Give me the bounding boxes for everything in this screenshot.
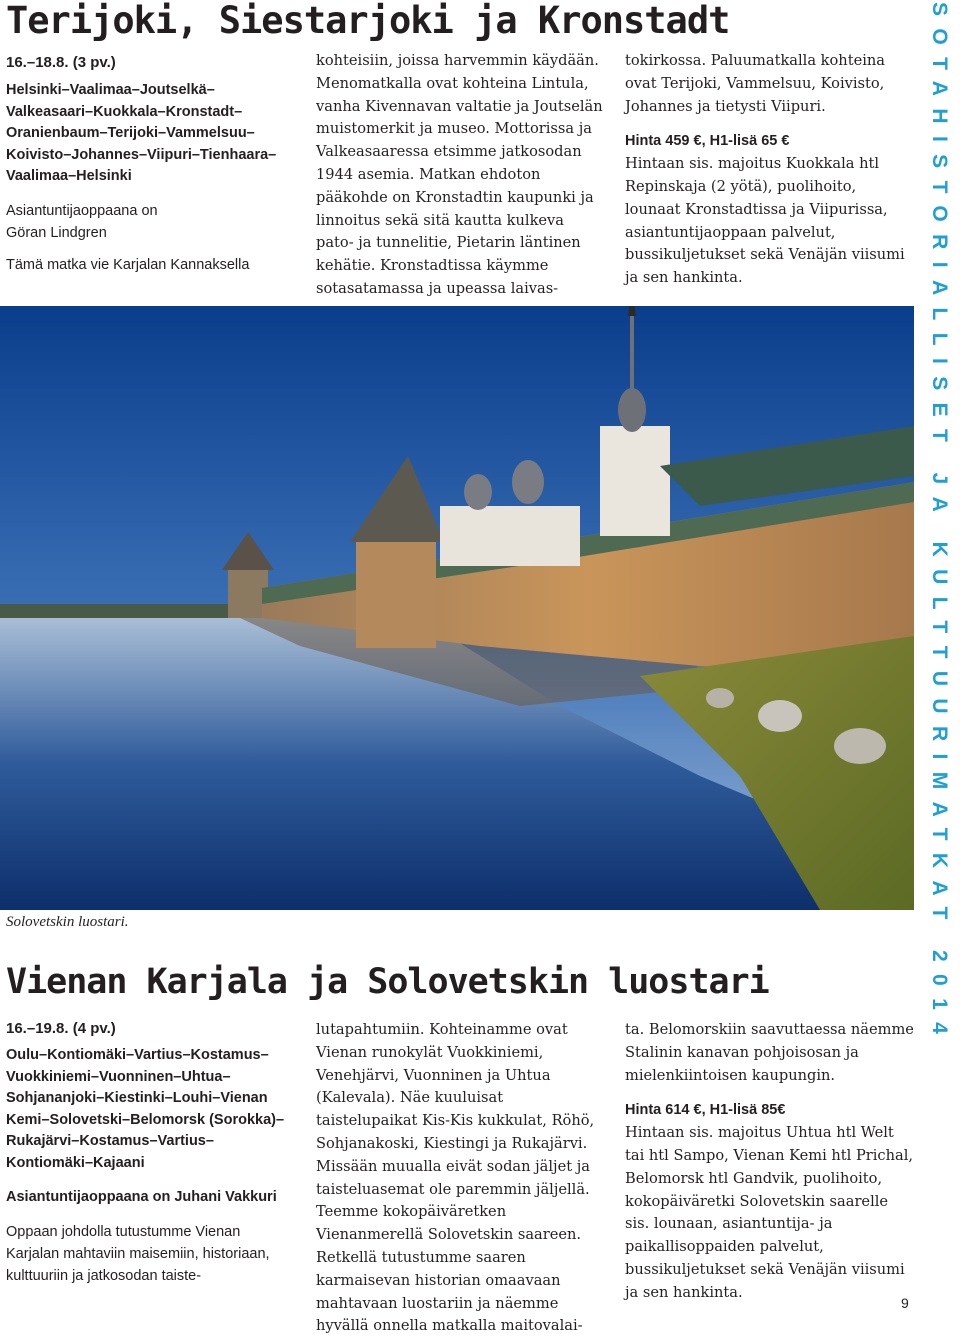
section1-column-3 xyxy=(625,50,915,290)
section2-column-3 xyxy=(625,1019,915,1305)
section2-body-2: lutapahtumiin. Kohteinamme ovat Vienan runokylät Vuokkiniemi, Venehjärvi, Vuonninen ja Uhtua (Kalevala). Näe kuuluisat taistelupaikat Kis-Kis kukkulat, Röhö, Sohjanakoski, Kiestingi ja Rukajärvi. Missään muualla eivät sodan jäljet ja taisteluasemat ole paremmin jäljellä. Teemme kokopäiväretken Vienanmerellä Solovetskin saareen. Retkellä tutustumme saaren karmaisevan historian omaavaan mahtavaan luostariin ja näemme hyvällä onnella matkalla maitovalai- xyxy=(316,1021,595,1335)
section2-dates: 16.–19.8. (4 pv.) xyxy=(6,1020,116,1037)
photo-caption: Solovetskin luostari. xyxy=(6,914,129,930)
section1-dates: 16.–18.8. (3 pv.) xyxy=(6,54,116,71)
section1-column-2 xyxy=(316,50,606,301)
section1-includes: Hintaan sis. majoitus Kuokkala htl Repinskaja (2 yötä), puolihoito, lounaat Kronstadtissa ja Viipurissa, asiantuntijaoppaan palvelut, bussikuljetukset sekä Venäjän viisumi ja sen hankinta. xyxy=(625,155,905,287)
section1-expert-name: Göran Lindgren xyxy=(6,224,107,241)
section1-body-3: tokirkossa. Paluumatkalla kohteina ovat Terijoki, Vammelsuu, Koivisto, Johannes ja tietysti Viipuri. xyxy=(625,52,885,115)
section1-title: Terijoki, Siestarjoki ja Kronstadt xyxy=(6,0,730,42)
section2-column-2 xyxy=(316,1019,606,1338)
section1-body-1: Tämä matka vie Karjalan Kannaksella xyxy=(6,256,250,273)
page-number: 9 xyxy=(901,1295,909,1311)
section2-title: Vienan Karjala ja Solovetskin luostari xyxy=(6,962,769,1002)
section2-body-3: ta. Belomorskiin saavuttaessa näemme Stalinin kanavan pohjoisosan ja mielenkiintoisen kaupungin. xyxy=(625,1021,914,1084)
section2-price: Hinta 614 €, H1-lisä 85€ xyxy=(625,1102,786,1119)
section2-column-1 xyxy=(6,1017,296,1287)
monastery-photo xyxy=(0,306,914,910)
section1-price: Hinta 459 €, H1-lisä 65 € xyxy=(625,133,790,150)
sidebar xyxy=(918,0,960,1290)
section2-body-1: Oppaan johdolla tutustumme Vienan Karjalan mahtaviin maisemiin, historiaan, kulttuuriin ja jatkosodan taiste- xyxy=(6,1223,270,1284)
section1-expert-label: Asiantuntijaoppaana on xyxy=(6,202,158,219)
sidebar-title: SOTAHISTORIALLISET JA KULTTUURIMATKAT 2014 xyxy=(928,2,951,1047)
section2-expert: Asiantuntijaoppaana on Juhani Vakkuri xyxy=(6,1189,277,1205)
section1-column-1 xyxy=(6,50,296,276)
section1-body-2: kohteisiin, joissa harvemmin käydään. Menomatkalla ovat kohteina Lintula, vanha Kivennavan valtatie ja Joutselän muistomerkit ja museo. Mottorissa ja Valkeasaaressa etsimme jatkosodan 1944 asemia. Matkan ehdoton pääkohde on Kronstadtin kaupunki ja linnoitus sekä sitä kautta kulkeva pato- ja tunnelitie, Pietarin läntinen kehätie. Kronstadtissa käymme sotasatamassa ja upeassa laivas- xyxy=(316,52,603,297)
section2-includes: Hintaan sis. majoitus Uhtua htl Welt tai htl Sampo, Vienan Kemi htl Prichal, Belomorsk htl Gandvik, puolihoito, kokopäiväretki Solovetskin saarelle sis. lounaan, asiantuntija- ja paikallisoppaiden palvelut, bussikuljetukset sekä Venäjän viisumi ja sen hankinta. xyxy=(625,1124,914,1301)
section2-route: Oulu–Kontiomäki–Vartius–Kostamus–Vuokkiniemi–Vuonninen–Uhtua–Sohjananjoki–Kiestinki–Louhi–Vienan Kemi–Solovetski–Belomorsk (Sorokka)–Rukajärvi–Kostamus–Vartius–Kontiomäki–Kajaani xyxy=(6,1047,285,1171)
section1-route: Helsinki–Vaalimaa–Joutselkä–Valkeasaari–Kuokkala–Kronstadt–Oranienbaum–Terijoki–Vammelsuu–Koivisto–Johannes–Viipuri–Tienhaara–Vaalimaa–Helsinki xyxy=(6,82,277,184)
